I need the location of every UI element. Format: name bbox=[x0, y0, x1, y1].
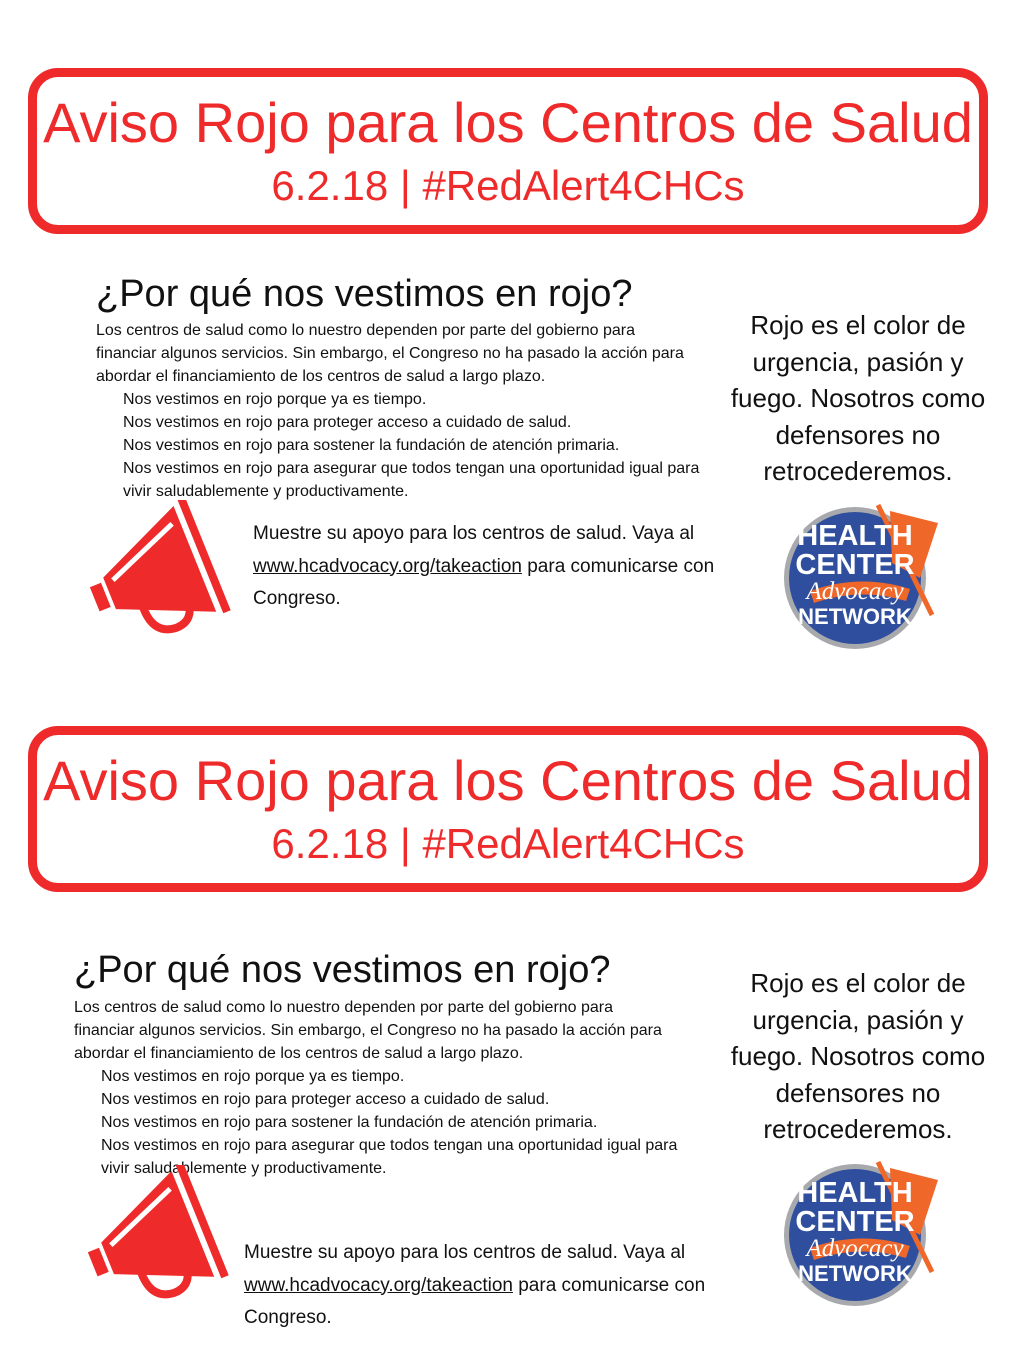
intro-paragraph: Los centros de salud como lo nuestro dependen por parte del gobierno para financiar algunos servicios. Sin embargo, el Congreso no ha pasado la acción para abordar el financiamiento de los centros de salud a largo plazo. bbox=[74, 999, 662, 1062]
list-item: Nos vestimos en rojo para sostener la fundación de atención primaria. bbox=[123, 437, 620, 454]
list-item: Nos vestimos en rojo para proteger acceso a cuidado de salud. bbox=[123, 414, 572, 431]
banner-title: Aviso Rojo para los Centros de Salud bbox=[43, 91, 973, 154]
list-item: Nos vestimos en rojo porque ya es tiempo. bbox=[123, 391, 427, 408]
health-center-advocacy-network-logo bbox=[770, 1160, 946, 1310]
banner-subtitle: 6.2.18 | #RedAlert4CHCs bbox=[271, 162, 745, 209]
cta-text-after: para comunicarse con Congreso. bbox=[253, 555, 715, 609]
svg-text:Advocacy: Advocacy bbox=[806, 1235, 904, 1262]
svg-text:NETWORK: NETWORK bbox=[798, 604, 912, 629]
takeaction-link[interactable]: www.hcadvocacy.org/takeaction bbox=[244, 1274, 513, 1296]
intro-paragraph: Los centros de salud como lo nuestro dependen por parte del gobierno para financiar algunos servicios. Sin embargo, el Congreso no ha pasado la acción para abordar el financiamiento de los centros de salud a largo plazo. bbox=[96, 322, 684, 385]
cta-text-after: para comunicarse con Congreso. bbox=[244, 1274, 706, 1328]
svg-text:Advocacy: Advocacy bbox=[806, 578, 904, 605]
svg-text:NETWORK: NETWORK bbox=[798, 1261, 912, 1286]
reasons-list bbox=[101, 1065, 696, 1180]
section-heading: ¿Por qué nos vestimos en rojo? bbox=[74, 949, 611, 991]
cta-text-before: Muestre su apoyo para los centros de salud. Vaya al bbox=[253, 523, 695, 544]
takeaction-link[interactable]: www.hcadvocacy.org/takeaction bbox=[253, 555, 522, 577]
title-banner bbox=[28, 726, 988, 892]
cta-text-before: Muestre su apoyo para los centros de salud. Vaya al bbox=[244, 1242, 686, 1263]
list-item: Nos vestimos en rojo porque ya es tiempo. bbox=[101, 1068, 405, 1085]
side-statement: Rojo es el color de urgencia, pasión y fuego. Nosotros como defensores no retrocederemos. bbox=[730, 310, 986, 486]
list-item: Nos vestimos en rojo para asegurar que todos tengan una oportunidad igual para vivir saludablemente y productivamente. bbox=[123, 460, 700, 500]
svg-text:HEALTH: HEALTH bbox=[797, 520, 913, 552]
list-item: Nos vestimos en rojo para asegurar que todos tengan una oportunidad igual para vivir saludablemente y productivamente. bbox=[101, 1137, 678, 1177]
section-heading: ¿Por qué nos vestimos en rojo? bbox=[96, 273, 633, 315]
svg-text:HEALTH: HEALTH bbox=[797, 1177, 913, 1209]
svg-text:CENTER: CENTER bbox=[795, 549, 915, 581]
megaphone-icon bbox=[68, 1165, 238, 1315]
svg-text:CENTER: CENTER bbox=[795, 1206, 915, 1238]
call-to-action bbox=[244, 1237, 734, 1335]
list-item: Nos vestimos en rojo para sostener la fundación de atención primaria. bbox=[101, 1114, 598, 1131]
list-item: Nos vestimos en rojo para proteger acceso a cuidado de salud. bbox=[101, 1091, 550, 1108]
side-statement: Rojo es el color de urgencia, pasión y fuego. Nosotros como defensores no retrocederemos. bbox=[730, 968, 986, 1144]
banner-subtitle: 6.2.18 | #RedAlert4CHCs bbox=[271, 820, 745, 867]
banner-title: Aviso Rojo para los Centros de Salud bbox=[43, 749, 973, 812]
